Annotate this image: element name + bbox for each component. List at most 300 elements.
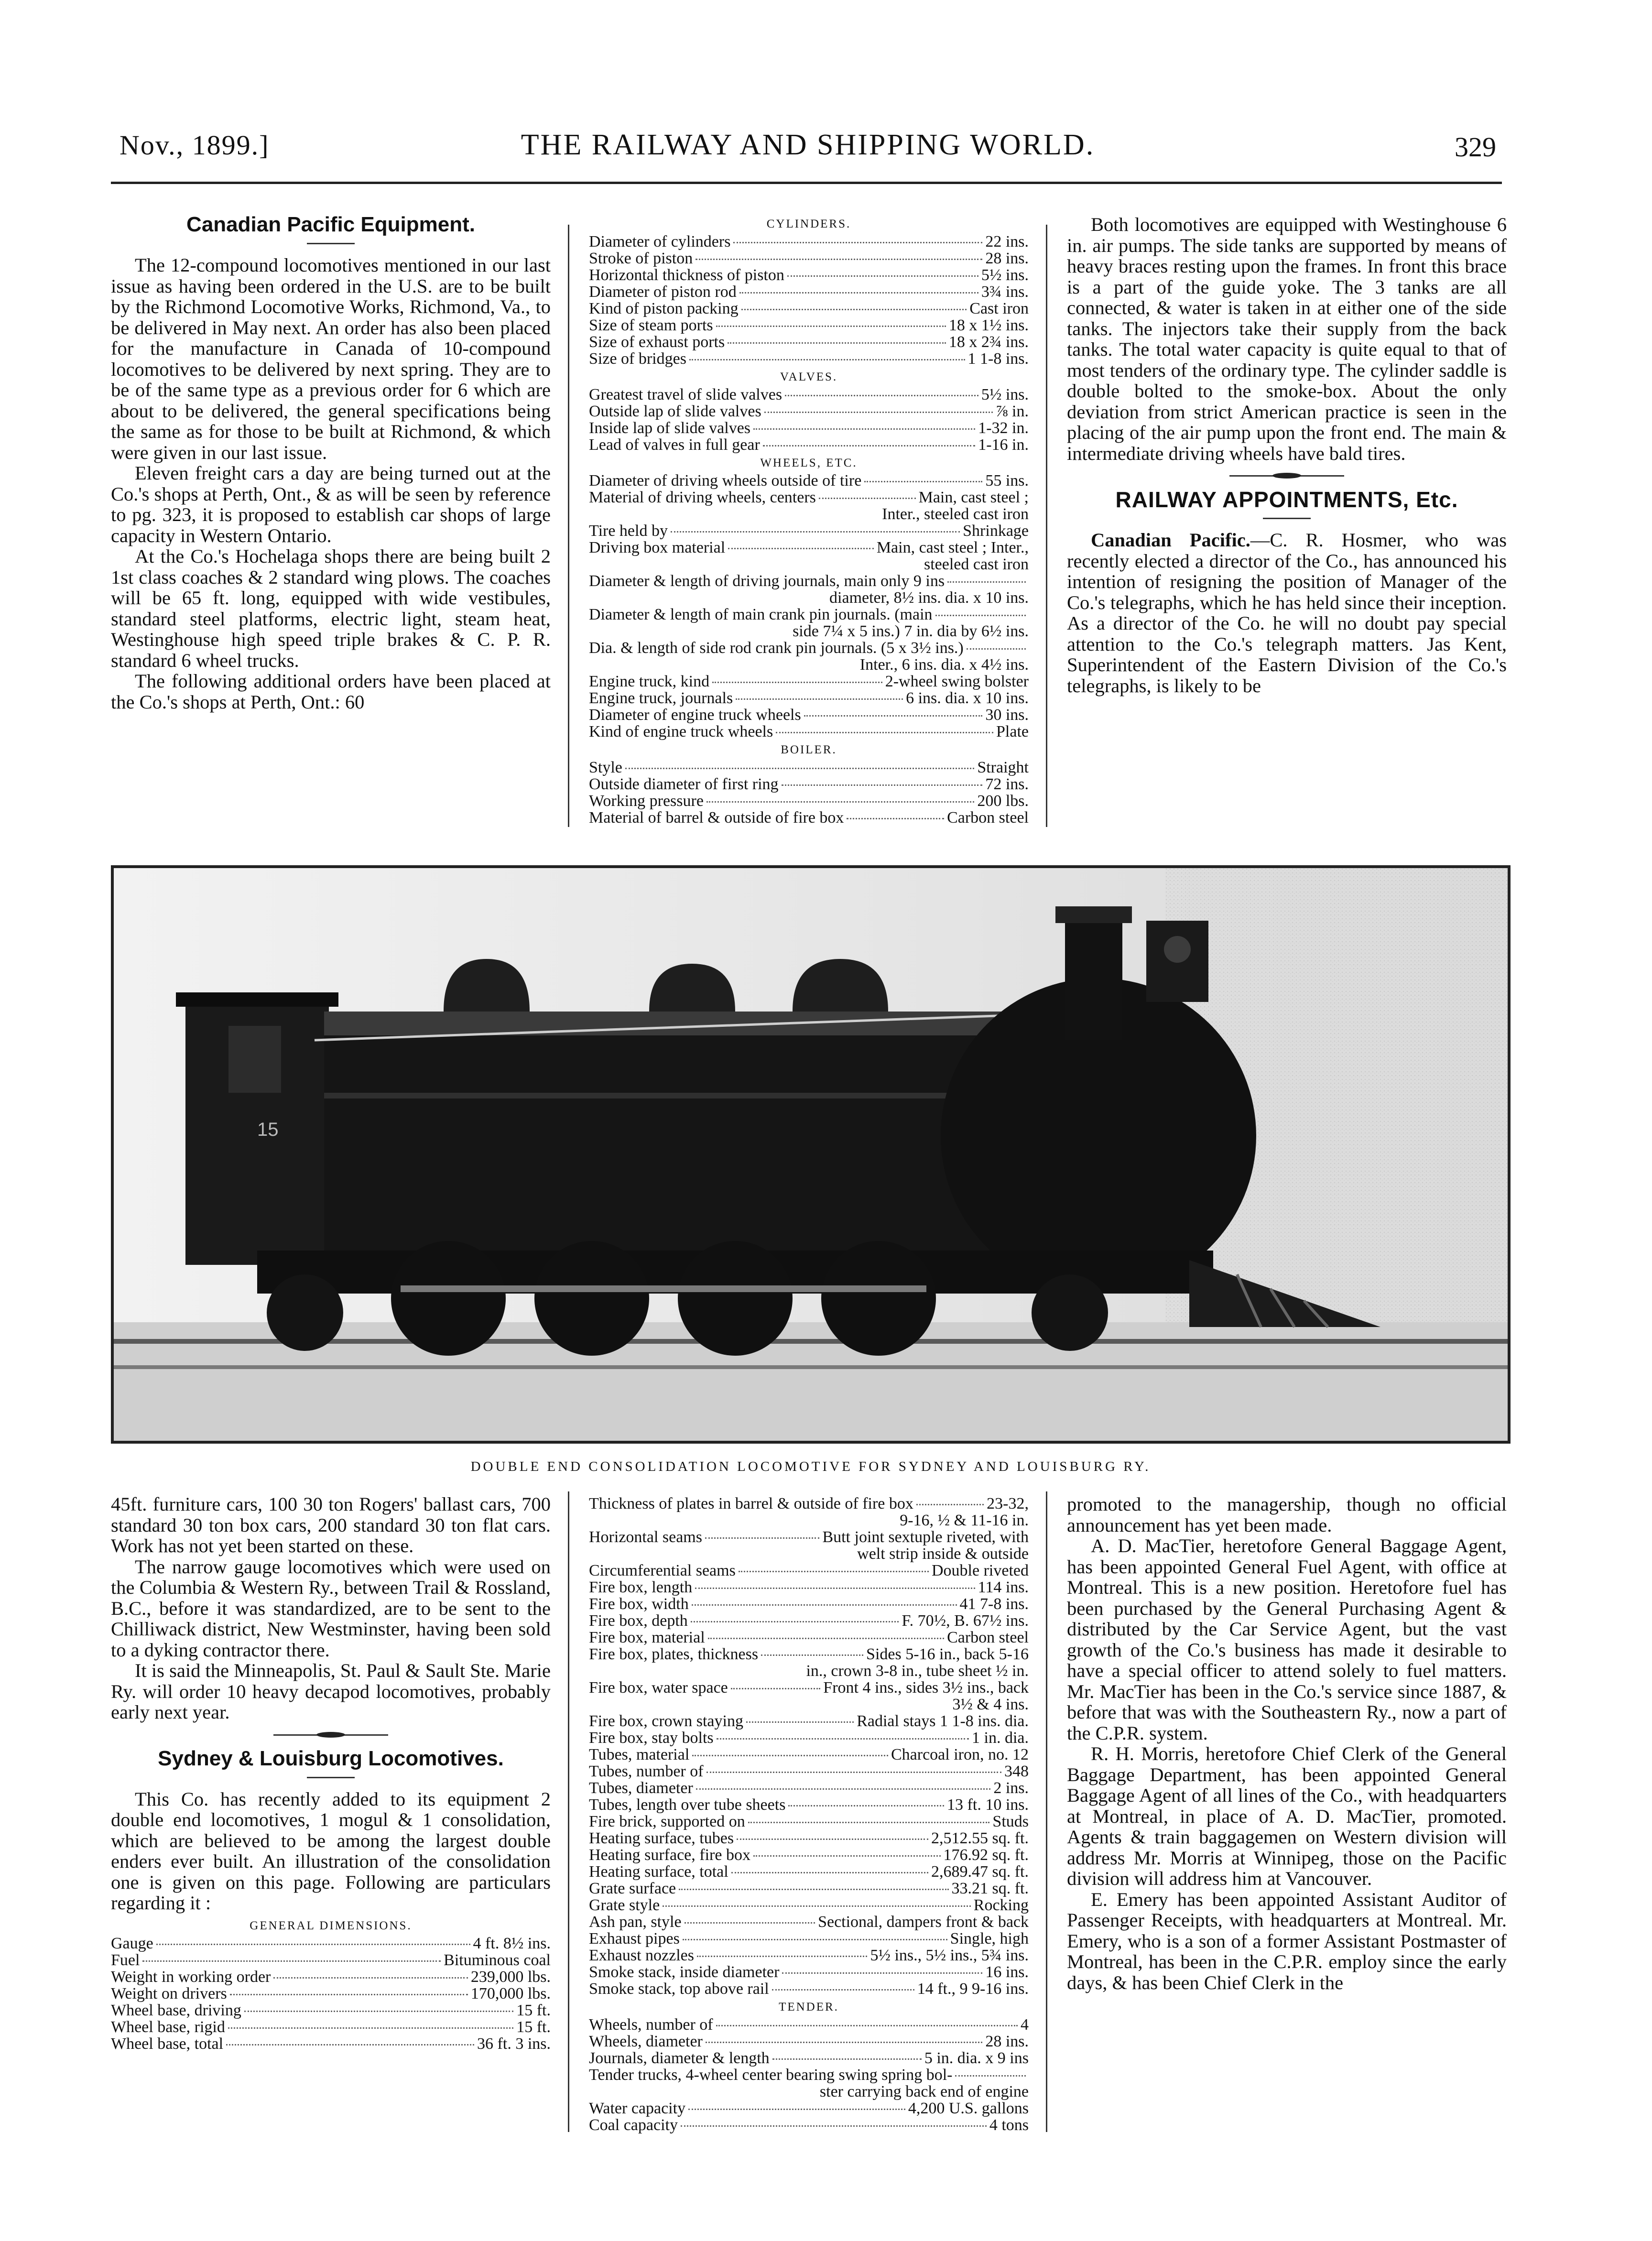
spec-row (589, 1612, 1029, 1629)
dot-leader (705, 1537, 819, 1539)
spec-value: 2-wheel swing bolster (885, 673, 1029, 690)
spec-row (589, 1579, 1029, 1596)
dot-leader (847, 818, 944, 819)
dot-leader (228, 2027, 513, 2029)
spec-value: 6 ins. dia. x 10 ins. (906, 689, 1029, 707)
spec-value: 5½ ins., 5½ ins., 5¾ ins. (870, 1947, 1029, 1964)
run-in-lead: Canadian Pacific. (1091, 529, 1250, 551)
spec-row (589, 2016, 1029, 2033)
spec-value: 4,200 U.S. gallons (908, 2100, 1029, 2117)
spec-heading-tender: TENDER. (779, 2001, 839, 2013)
spec-label: Grate surface (589, 1880, 676, 1897)
dot-leader (728, 342, 946, 344)
spec-value: Carbon steel (947, 1629, 1029, 1646)
spec-label: Weight on drivers (111, 1984, 227, 2002)
dot-leader (763, 445, 975, 446)
spec-value: 36 ft. 3 ins. (477, 2034, 551, 2053)
spec-value: 13 ft. 10 ins. (947, 1796, 1029, 1814)
spec-value: Butt joint sextuple riveted, with (822, 1528, 1029, 1546)
dot-leader (681, 2125, 987, 2127)
dot-leader (737, 1838, 928, 1840)
spec-value: 23-32, (987, 1495, 1029, 1512)
dot-leader (625, 768, 974, 769)
spec-label: Coal capacity (589, 2116, 678, 2134)
spec-label: Fire box, plates, thickness (589, 1645, 759, 1663)
spec-value: 5½ ins. (981, 386, 1029, 403)
dot-leader (692, 1604, 957, 1606)
cab-number: 15 (257, 1119, 279, 1140)
spec-row (589, 317, 1029, 334)
general-dimensions (111, 1917, 551, 2052)
dot-leader (685, 1922, 815, 1924)
spec-row (111, 2035, 551, 2052)
paragraph: R. H. Morris, heretofore Chief Clerk of the General Baggage Department, has been appointed General Baggage Agent of all lines of the Co., with headquarters at Montreal, in place of A. D. MacTier, promoted. Agents & train baggagemen on Western division will address Mr. Morris at Winnipeg, those on the Pacific division will address him at Vancouver. (1067, 1743, 1507, 1889)
paragraph: —C. R. Hosmer, who was recently elected a director of the Co., has announced his intention of resigning the position of Manager of the Co.'s telegraphs, which he has held since their inception. As a director of the Co. he will no doubt pay special attention to the Co.'s telegraph matters. Jas Kent, Superintendent of the Eastern Division of the Co.'s telegraphs, is likely to be (1067, 529, 1507, 696)
spec-value: 1 in. dia. (972, 1729, 1029, 1747)
spec-label: Stroke of piston (589, 250, 693, 267)
spec-label: Diameter & length of driving journals, main only 9 ins (589, 572, 945, 590)
spec-label: Heating surface, total (589, 1863, 728, 1881)
spec-value: Sides 5-16 in., back 5-16 (866, 1645, 1029, 1663)
dot-leader (782, 784, 983, 786)
spec-row (589, 2033, 1029, 2050)
spec-value: 55 ins. (985, 472, 1029, 490)
dot-leader (753, 428, 975, 430)
spec-row (589, 1813, 1029, 1830)
heading-rule (1263, 518, 1311, 519)
dot-leader (748, 1822, 990, 1823)
dot-leader (733, 242, 982, 243)
dot-leader (782, 1972, 982, 1974)
spec-row (589, 539, 1029, 556)
spec-label: Wheel base, driving (111, 2001, 241, 2019)
spec-row (589, 489, 1029, 506)
spec-value: 22 ins. (985, 233, 1029, 250)
dot-leader (716, 2025, 1018, 2026)
spec-row (589, 1730, 1029, 1746)
dot-leader (741, 309, 967, 310)
spec-label: Heating surface, tubes (589, 1829, 734, 1847)
dot-leader (731, 1872, 928, 1873)
heading-rule (307, 1777, 355, 1778)
spec-label: Weight in working order (111, 1968, 271, 1986)
paragraph: It is said the Minneapolis, St. Paul & Sault Ste. Marie Ry. will order 10 heavy decapod locomotives, probably early next year. (111, 1660, 551, 1723)
spec-value-continued: 9-16, ½ & 11-16 in. (900, 1512, 1029, 1529)
spec-label: Tubes, diameter (589, 1779, 693, 1797)
spec-label: Diameter & length of main crank pin journals. (main (589, 606, 933, 623)
dot-leader (772, 2058, 922, 2060)
spec-value: 18 x 1½ ins. (948, 316, 1029, 334)
spec-label: Kind of piston packing (589, 300, 739, 317)
spec-row (589, 707, 1029, 723)
spec-heading-general-dimensions: GENERAL DIMENSIONS. (250, 1919, 412, 1932)
spec-label: Wheels, diameter (589, 2033, 703, 2050)
dot-leader (688, 2109, 905, 2110)
spec-value: 239,000 lbs. (470, 1968, 551, 1986)
column-2-specs (589, 214, 1029, 826)
spec-label: Fire box, depth (589, 1612, 688, 1630)
dot-leader (916, 1504, 984, 1505)
spec-row (589, 793, 1029, 809)
dot-leader (764, 412, 993, 413)
spec-value: 1-32 in. (978, 419, 1029, 437)
dot-leader (697, 1956, 867, 1957)
paragraph: Both locomotives are equipped with Westinghouse 6 in. air pumps. The side tanks are supported by means of heavy braces resting upon the frames. In front this brace is a part of the guide yoke. The 3 tanks are all connected, & water is taken in at either one of the side tanks. The injectors take their supply from the back tanks. The total water capacity is quite equal to that of most tenders of the ordinary type. The cylinder saddle is double bolted to the smoke-box. About the only deviation from strict American practice is seen in the placing of the air pump upon the front end. The main & intermediate driving wheels have bald tires. (1067, 214, 1507, 464)
spec-label: Fire box, material (589, 1629, 705, 1646)
spec-label: Diameter of driving wheels outside of tire (589, 472, 862, 490)
dot-leader (753, 1855, 941, 1857)
spec-row (589, 1763, 1029, 1780)
spec-label: Exhaust nozzles (589, 1947, 694, 1964)
column-1 (111, 211, 551, 712)
spec-value: 1 1-8 ins. (967, 350, 1029, 368)
spec-value-continued: 3½ & 4 ins. (952, 1696, 1029, 1713)
dot-leader (696, 259, 982, 260)
paragraph: This Co. has recently added to its equipment 2 double end locomotives, 1 mogul & 1 consolidation, which are believed to be among the largest double enders ever built. An illustration of the consolidation one is given on this page. Following are particulars regarding it : (111, 1788, 551, 1914)
spec-label: Fire box, crown staying (589, 1712, 743, 1730)
spec-value-continued: ster carrying back end of engine (819, 2083, 1029, 2100)
spec-value: Shrinkage (963, 522, 1029, 540)
spec-value: 28 ins. (985, 2033, 1029, 2050)
spec-label: Grate style (589, 1896, 660, 1914)
column-4 (111, 1494, 551, 2052)
spec-label: Thickness of plates in barrel & outside of fire box (589, 1495, 913, 1512)
dot-leader (273, 1977, 467, 1979)
spec-label: Wheels, number of (589, 2016, 713, 2034)
dot-leader (244, 2011, 513, 2012)
spec-value: 200 lbs. (977, 792, 1029, 810)
spec-label: Size of bridges (589, 350, 686, 368)
page-number: 329 (1455, 131, 1496, 163)
spec-value: 5½ ins. (981, 266, 1029, 284)
section-divider (1229, 475, 1344, 477)
spec-row (589, 573, 1029, 589)
spec-value: 2 ins. (993, 1779, 1029, 1797)
spec-label: Fire box, water space (589, 1679, 728, 1697)
spec-row (589, 776, 1029, 793)
spec-value: Rocking (973, 1896, 1029, 1914)
spec-row (589, 1596, 1029, 1612)
spec-value: Charcoal iron, no. 12 (891, 1746, 1029, 1763)
dot-leader (716, 326, 946, 327)
spec-row (589, 809, 1029, 826)
dimensions-list (111, 1935, 551, 2052)
spec-label: Diameter of cylinders (589, 233, 731, 250)
spec-label: Dia. & length of side rod crank pin journals. (5 x 3½ ins.) (589, 639, 964, 657)
spec-label: Driving box material (589, 539, 726, 556)
spec-value: Main, cast steel ; Inter., (876, 539, 1029, 556)
spec-label: Greatest travel of slide valves (589, 386, 783, 403)
spec-value: 72 ins. (985, 775, 1029, 793)
spec-value: 15 ft. (516, 2001, 551, 2019)
dot-leader (746, 1721, 854, 1723)
dot-leader (739, 292, 978, 294)
spec-label: Diameter of piston rod (589, 283, 737, 301)
dot-leader (947, 581, 1026, 583)
spec-value: 1-16 in. (978, 436, 1029, 454)
column-rule (1046, 1491, 1047, 2132)
column-rule (1046, 225, 1047, 827)
spec-label: Tender trucks, 4-wheel center bearing swing spring bol- (589, 2066, 953, 2084)
spec-row (589, 1529, 1029, 1545)
spec-row (589, 1796, 1029, 1813)
spec-value: 28 ins. (985, 250, 1029, 267)
dot-leader (706, 2042, 982, 2043)
spec-row (589, 267, 1029, 283)
spec-value: 3¾ ins. (981, 283, 1029, 301)
dot-leader (736, 698, 903, 700)
publication-title: THE RAILWAY AND SHIPPING WORLD. (521, 129, 1095, 161)
spec-row (589, 1646, 1029, 1663)
spec-value-continued: in., crown 3-8 in., tube sheet ½ in. (806, 1662, 1029, 1680)
spec-heading-boiler: BOILER. (781, 743, 837, 756)
boiler-list (589, 759, 1029, 826)
dot-leader (819, 498, 916, 499)
dot-leader (717, 1738, 969, 1740)
spec-value: Cast iron (969, 300, 1029, 317)
wheels-list (589, 472, 1029, 740)
spec-value: Straight (977, 759, 1029, 776)
spec-row (589, 723, 1029, 740)
column-rule (568, 1491, 569, 2132)
paragraph: Eleven freight cars a day are being turned out at the Co.'s shops at Perth, Ont., & as will be seen by reference to pg. 323, it is proposed to establish car shops of large capacity in Western Ontario. (111, 462, 551, 546)
spec-value: Plate (996, 723, 1029, 740)
spec-row (589, 233, 1029, 250)
spec-value: 2,689.47 sq. ft. (931, 1863, 1029, 1881)
spec-row (589, 1930, 1029, 1947)
section-heading-sydney-louisburg: Sydney & Louisburg Locomotives. (158, 1746, 504, 1770)
dot-leader (728, 548, 874, 549)
spec-row (589, 2050, 1029, 2067)
spec-label: Material of barrel & outside of fire box (589, 809, 844, 827)
section-heading-cp-equipment: Canadian Pacific Equipment. (186, 213, 475, 236)
spec-label: Wheel base, rigid (111, 2018, 225, 2036)
spec-label: Style (589, 759, 622, 776)
spec-label: Inside lap of slide valves (589, 419, 751, 437)
spec-label: Outside diameter of first ring (589, 775, 779, 793)
spec-label: Engine truck, kind (589, 673, 710, 690)
spec-value-continued: diameter, 8½ ins. dia. x 10 ins. (829, 589, 1029, 607)
spec-label: Fire brick, supported on (589, 1813, 745, 1830)
spec-row (589, 1964, 1029, 1980)
column-3 (1067, 214, 1507, 696)
paragraph: The narrow gauge locomotives which were used on the Columbia & Western Ry., between Trail & Rossland, B.C., before it was standardized, are to be sent to the Chilliwack district, New Westminster, having been sold to a dyking contractor there. (111, 1556, 551, 1661)
section-divider (273, 1734, 388, 1736)
dot-leader (226, 2044, 474, 2045)
spec-label: Journals, diameter & length (589, 2049, 770, 2067)
spec-label: Heating surface, fire box (589, 1846, 750, 1864)
spec-row (589, 606, 1029, 623)
spec-label: Horizontal thickness of piston (589, 266, 784, 284)
spec-label: Fuel (111, 1951, 140, 1969)
paragraph: At the Co.'s Hochelaga shops there are being built 2 1st class coaches & 2 standard wing plows. The coaches will be 65 ft. long, equipped with wide vestibules, standard steel platforms, electric light, steam heat, Westinghouse high speed triple brakes & C. P. R. standard 6 wheel trucks. (111, 545, 551, 671)
spec-value: 33.21 sq. ft. (951, 1880, 1029, 1897)
spec-value: 2,512.55 sq. ft. (931, 1829, 1029, 1847)
spec-label: Gauge (111, 1934, 153, 1952)
spec-row (589, 1830, 1029, 1847)
spec-label: Diameter of engine truck wheels (589, 706, 801, 724)
column-6 (1067, 1494, 1507, 1993)
dot-leader (692, 1755, 888, 1756)
spec-row (589, 420, 1029, 436)
dot-leader (706, 801, 974, 803)
spec-label: Fire box, width (589, 1595, 689, 1613)
spec-value: Studs (992, 1813, 1029, 1830)
spec-row (589, 1897, 1029, 1914)
dot-leader (708, 1638, 944, 1639)
spec-value: 18 x 2¾ ins. (948, 333, 1029, 351)
spec-row (589, 334, 1029, 350)
spec-row (589, 1679, 1029, 1696)
spec-label: Exhaust pipes (589, 1930, 680, 1947)
spec-value: 4 (1021, 2016, 1029, 2034)
spec-row (111, 1935, 551, 1952)
spec-value-continued: steeled cast iron (924, 555, 1029, 573)
spec-row (589, 673, 1029, 690)
dot-leader (671, 531, 960, 533)
dot-leader (142, 1960, 441, 1962)
spec-label: Tubes, number of (589, 1762, 704, 1780)
spec-label: Fire box, length (589, 1578, 693, 1596)
section-heading-appointments: RAILWAY APPOINTMENTS, Etc. (1115, 487, 1458, 512)
dot-leader (663, 1905, 971, 1907)
paragraph: The 12-compound locomotives mentioned in our last issue as having been ordered in the U.S. are to be built by the Richmond Locomotive Works, Richmond, Va., to be delivered in May next. An order has also been placed for the manufacture in Canada of 10-compound locomotives to be delivered by next spring. They are to be of the same type as a previous order for 6 which are about to be delivered, the general specifications being the same as for those to be built at Richmond, & which were given in our last issue. (111, 254, 551, 463)
valves-list (589, 386, 1029, 453)
spec-heading-valves: VALVES. (780, 370, 838, 383)
spec-row (111, 2019, 551, 2035)
spec-row (589, 1495, 1029, 1512)
header-rule (111, 182, 1502, 184)
spec-label: Circumferential seams (589, 1562, 736, 1579)
spec-value: 16 ins. (985, 1963, 1029, 1981)
issue-date: Nov., 1899.] (120, 130, 270, 161)
spec-row (589, 690, 1029, 707)
dot-leader (955, 2075, 1026, 2077)
spec-row (589, 350, 1029, 367)
spec-value-continued: side 7¼ x 5 ins.) 7 in. dia by 6½ ins. (793, 622, 1029, 640)
spec-label: Fire box, stay bolts (589, 1729, 714, 1747)
dot-leader (706, 1772, 1001, 1773)
spec-label: Lead of valves in full gear (589, 436, 760, 454)
spec-value-continued: Inter., steeled cast iron (882, 505, 1029, 523)
spec-row (589, 1746, 1029, 1763)
spec-value: Single, high (950, 1930, 1029, 1947)
dot-leader (689, 359, 965, 360)
dot-leader (864, 481, 982, 482)
spec-value: 5 in. dia. x 9 ins (924, 2049, 1029, 2067)
dot-leader (739, 1571, 929, 1572)
tender-list (589, 2016, 1029, 2133)
spec-label: Water capacity (589, 2100, 686, 2117)
spec-value: 170,000 lbs. (470, 1984, 551, 2002)
spec-row (589, 436, 1029, 453)
spec-row (589, 522, 1029, 539)
dot-leader (683, 1939, 947, 1940)
spec-label: Size of exhaust ports (589, 333, 725, 351)
locomotive-illustration (114, 868, 1508, 1441)
spec-label: Tubes, material (589, 1746, 690, 1763)
spec-row (589, 759, 1029, 776)
paragraph: E. Emery has been appointed Assistant Auditor of Passenger Receipts, with headquarters at Montreal. Mr. Emery, who is a son of a former Assistant Postmaster of Montreal, has been in the C.P.R. employ since the early days, & has been Chief Clerk in the (1067, 1888, 1507, 1993)
paragraph: 45ft. furniture cars, 100 30 ton Rogers' ballast cars, 700 standard 30 ton box cars, 200 standard 30 ton flat cars. Work has not yet been started on these. (111, 1493, 551, 1556)
spec-row (589, 2100, 1029, 2117)
spec-row (589, 300, 1029, 317)
spec-value: 4 ft. 8½ ins. (473, 1934, 551, 1952)
dot-leader (691, 1621, 899, 1622)
paragraph: promoted to the managership, though no official announcement has yet been made. (1067, 1493, 1507, 1536)
cylinders-list (589, 233, 1029, 367)
spec-value: 176.92 sq. ft. (943, 1846, 1029, 1864)
dot-leader (695, 1588, 975, 1589)
spec-row (589, 386, 1029, 403)
spec-label: Wheel base, total (111, 2034, 224, 2053)
paragraph: A. D. MacTier, heretofore General Baggage Agent, has been appointed General Fuel Agent, with office at Montreal. This is a new position. Heretofore fuel has been purchased by the General Purchasing Agent & distributed by the Car Service Agent, but the vast growth of the Co.'s business has made it desirable to have a special officer to attend solely to fuel matters. Mr. MacTier has been in the Co.'s service since 1887, & before that was with the Southeastern Ry., now a part of the C.P.R. system. (1067, 1535, 1507, 1744)
dot-leader (787, 275, 978, 277)
spec-row (589, 1914, 1029, 1930)
spec-row (589, 1980, 1029, 1997)
spec-row (589, 1713, 1029, 1730)
dot-leader (712, 682, 882, 683)
spec-value-continued: Inter., 6 ins. dia. x 4½ ins. (859, 656, 1029, 674)
spec-label: Size of steam ports (589, 316, 713, 334)
spec-value-continued: welt strip inside & outside (857, 1545, 1029, 1563)
spec-row (589, 1562, 1029, 1579)
spec-value: 348 (1004, 1762, 1029, 1780)
spec-row (111, 1985, 551, 2002)
spec-label: Material of driving wheels, centers (589, 489, 816, 506)
spec-value: Bituminous coal (444, 1951, 551, 1969)
spec-row (111, 1969, 551, 1985)
dot-leader (788, 1805, 944, 1806)
dot-leader (731, 1688, 821, 1689)
paragraph: The following additional orders have been placed at the Co.'s shops at Perth, Ont.: 60 (111, 670, 551, 713)
dot-leader (156, 1944, 470, 1945)
spec-value: ⅞ in. (996, 403, 1029, 420)
spec-value: 30 ins. (985, 706, 1029, 724)
spec-value: Carbon steel (947, 809, 1029, 827)
dot-leader (679, 1889, 948, 1890)
spec-value: 41 7-8 ins. (959, 1595, 1029, 1613)
spec-value: Front 4 ins., sides 3½ ins., back (823, 1679, 1029, 1697)
spec-label: Working pressure (589, 792, 704, 810)
masthead (120, 124, 1496, 167)
spec-label: Smoke stack, top above rail (589, 1980, 769, 1998)
spec-label: Engine truck, journals (589, 689, 733, 707)
spec-row (589, 2117, 1029, 2133)
locomotive-photo (111, 865, 1511, 1444)
spec-row (111, 2002, 551, 2019)
figure-caption: DOUBLE END CONSOLIDATION LOCOMOTIVE FOR SYDNEY AND LOUISBURG RY. (470, 1459, 1151, 1474)
spec-value: 14 ft., 9 9-16 ins. (917, 1980, 1029, 1998)
spec-row (589, 283, 1029, 300)
spec-row (589, 1863, 1029, 1880)
spec-row (589, 250, 1029, 267)
spec-value: 114 ins. (978, 1578, 1029, 1596)
spec-row (589, 640, 1029, 656)
spec-label: Smoke stack, inside diameter (589, 1963, 780, 1981)
dot-leader (935, 615, 1026, 616)
spec-row (111, 1952, 551, 1969)
spec-row (589, 1629, 1029, 1646)
spec-label: Ash pan, style (589, 1913, 682, 1931)
spec-heading-cylinders: CYLINDERS. (766, 218, 851, 230)
spec-value: Radial stays 1 1-8 ins. dia. (857, 1712, 1029, 1730)
heading-rule (307, 243, 355, 244)
column-rule (568, 225, 569, 827)
spec-row (589, 472, 1029, 489)
spec-heading-wheels: WHEELS, ETC. (760, 457, 858, 469)
dot-leader (230, 1994, 468, 1995)
